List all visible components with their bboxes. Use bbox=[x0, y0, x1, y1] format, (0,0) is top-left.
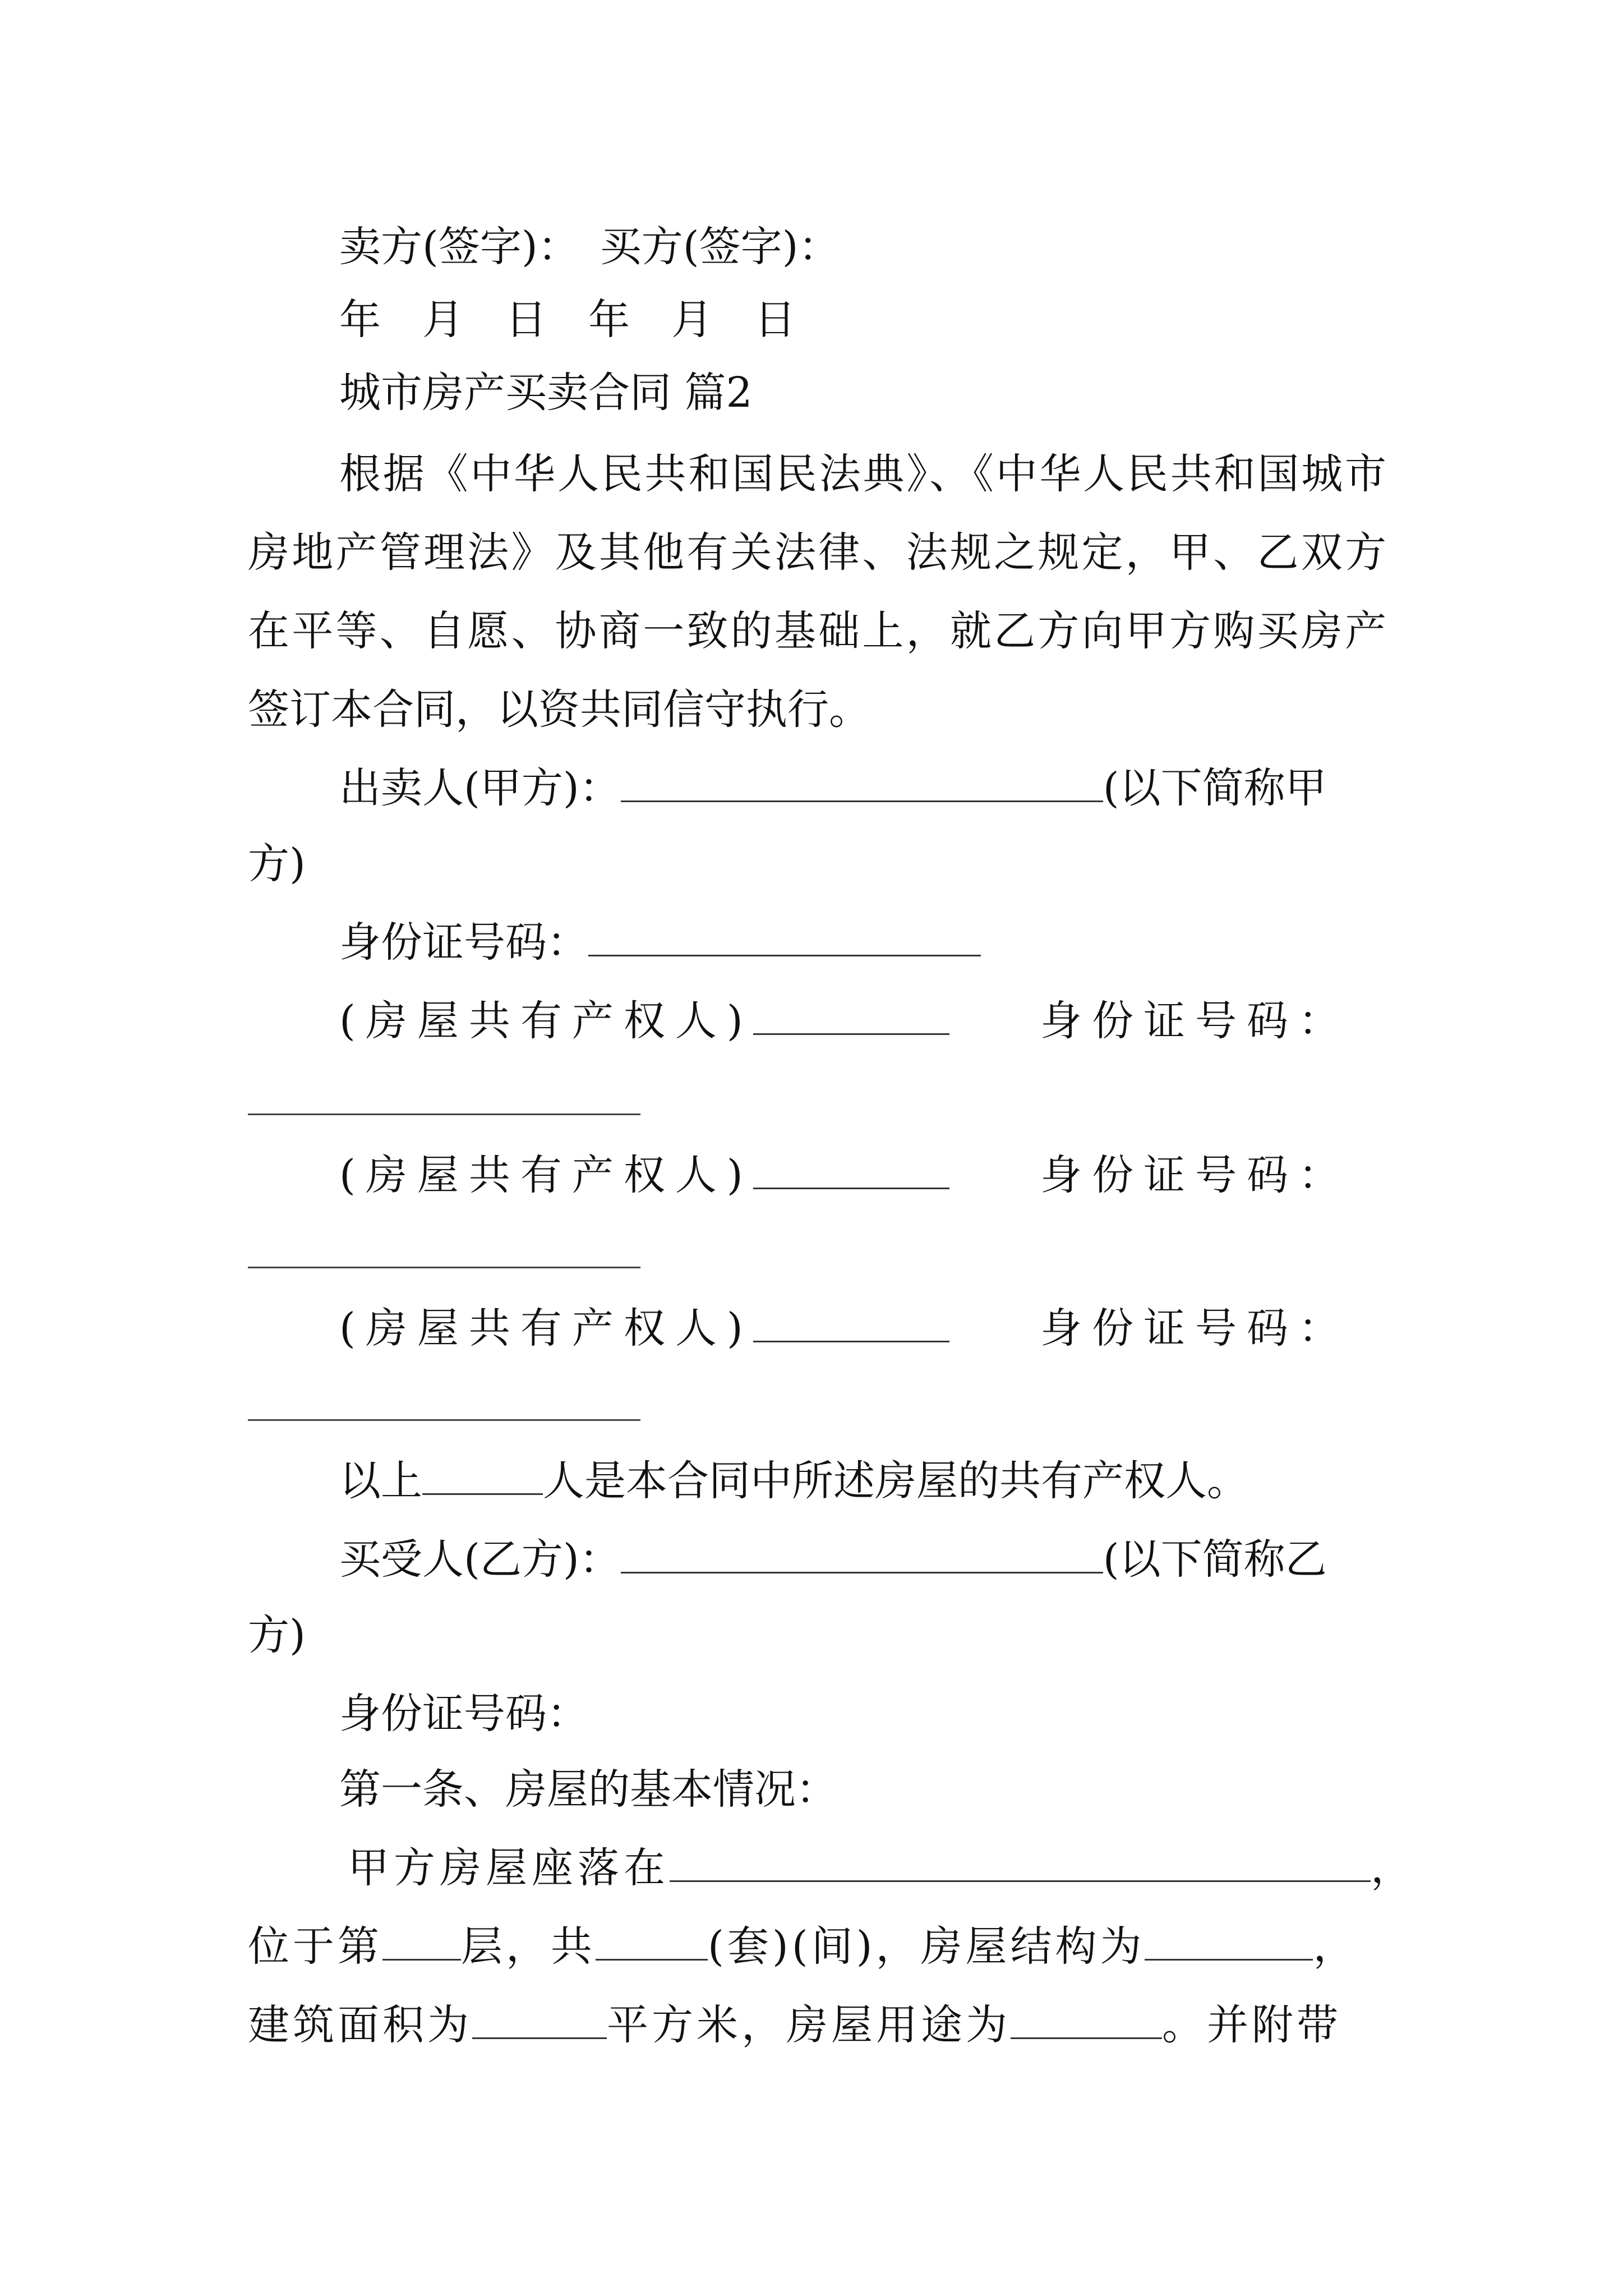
seller-wrap: 方) bbox=[248, 840, 306, 888]
article1-line-1 bbox=[348, 1840, 1417, 1896]
co-owner-label: (房屋共有产权人) bbox=[339, 1304, 753, 1352]
co-owner-id-blank[interactable] bbox=[248, 1114, 640, 1115]
co-owner-summary-prefix: 以上 bbox=[339, 1457, 422, 1505]
seller-label: 出卖人(甲方)： bbox=[339, 764, 621, 812]
buyer-wrap: 方) bbox=[248, 1611, 306, 1659]
co-owner-summary-suffix: 人是本合同中所述房屋的共有产权人。 bbox=[543, 1457, 1248, 1505]
structure-blank[interactable] bbox=[1145, 1920, 1313, 1961]
floor-blank[interactable] bbox=[382, 1920, 461, 1961]
buyer-label: 买受人(乙方)： bbox=[339, 1535, 621, 1584]
location-suffix: ， bbox=[1371, 1844, 1417, 1892]
location-label: 甲方房屋座落在 bbox=[348, 1844, 670, 1892]
co-owner-id-blank[interactable] bbox=[248, 1267, 640, 1268]
signature-line: 卖方(签字)： 买方(签字)： bbox=[339, 223, 840, 271]
co-owner-name-blank[interactable] bbox=[753, 1148, 949, 1189]
buyer-line bbox=[339, 1531, 1386, 1588]
co-owner-line-3 bbox=[339, 1300, 1386, 1356]
area-blank[interactable] bbox=[472, 1998, 607, 2039]
section-heading: 城市房产买卖合同 篇2 bbox=[339, 369, 753, 417]
article1-title: 第一条、房屋的基本情况： bbox=[339, 1765, 837, 1814]
buyer-name-blank[interactable] bbox=[621, 1533, 1103, 1573]
preamble-line-1: 根据《中华人民共和国民法典》、《中华人民共和国城市 bbox=[339, 450, 1386, 498]
co-owner-label: (房屋共有产权人) bbox=[339, 1151, 753, 1199]
buyer-suffix: (以下简称乙 bbox=[1103, 1535, 1327, 1584]
seller-line bbox=[339, 760, 1386, 816]
seller-id-label: 身份证号码： bbox=[339, 918, 588, 967]
location-blank[interactable] bbox=[670, 1841, 1371, 1882]
preamble-line-3: 在平等、自愿、协商一致的基础上，就乙方向甲方购买房产 bbox=[248, 607, 1386, 655]
preamble-line-4: 签订本合同，以资共同信守执行。 bbox=[248, 685, 870, 734]
co-owner-id-blank[interactable] bbox=[248, 1419, 640, 1421]
article1-line-3 bbox=[248, 1997, 1386, 2053]
area-label: 建筑面积为 bbox=[248, 2001, 472, 2049]
seller-id-blank[interactable] bbox=[588, 915, 981, 956]
co-owner-line-2 bbox=[339, 1147, 1386, 1203]
seller-suffix: (以下简称甲 bbox=[1103, 764, 1327, 812]
co-owner-name-blank[interactable] bbox=[753, 1301, 949, 1342]
date-line: 年 月 日 年 月 日 bbox=[339, 296, 796, 344]
article1-line-2 bbox=[248, 1918, 1386, 1975]
units-blank[interactable] bbox=[596, 1920, 708, 1961]
co-owner-count-blank[interactable] bbox=[422, 1454, 543, 1495]
seller-id-line bbox=[339, 914, 1386, 970]
seller-name-blank[interactable] bbox=[621, 761, 1103, 802]
co-owner-line-1 bbox=[339, 993, 1386, 1049]
units-label: 层，共 bbox=[461, 1922, 596, 1971]
usage-suffix: 。并附带 bbox=[1162, 2001, 1341, 2049]
co-owner-label: (房屋共有产权人) bbox=[339, 997, 753, 1045]
floor-label: 位于第 bbox=[248, 1922, 382, 1971]
structure-suffix: ， bbox=[1313, 1922, 1358, 1971]
co-owner-id-label: 身份证号码： bbox=[1040, 1151, 1350, 1199]
usage-label: 平方米，房屋用途为 bbox=[607, 2001, 1011, 2049]
co-owner-id-label: 身份证号码： bbox=[1040, 1304, 1350, 1352]
structure-label: (套)(间)，房屋结构为 bbox=[708, 1922, 1145, 1971]
usage-blank[interactable] bbox=[1011, 1998, 1162, 2039]
preamble-line-2: 房地产管理法》及其他有关法律、法规之规定，甲、乙双方 bbox=[248, 528, 1386, 577]
co-owner-id-label: 身份证号码： bbox=[1040, 997, 1350, 1045]
co-owner-summary-line bbox=[339, 1453, 1386, 1509]
co-owner-name-blank[interactable] bbox=[753, 994, 949, 1035]
buyer-id-line: 身份证号码： bbox=[339, 1690, 588, 1738]
